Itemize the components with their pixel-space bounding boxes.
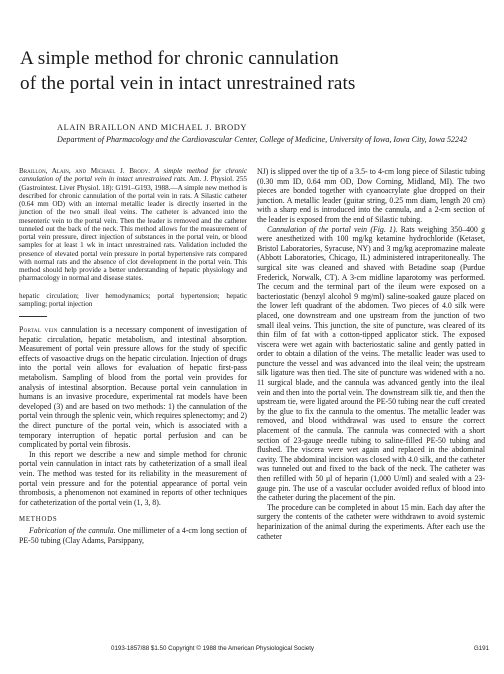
abstract-citation-title: A simple method for chronic cannulation of the portal vein in intact unrestrained rats. — [19, 167, 247, 184]
keywords: hepatic circulation; liver hemodynamics; portal hypertension; hepatic sampling; portal injection — [19, 291, 247, 308]
abstract — [19, 167, 247, 283]
abstract-text: Am. J. Physiol. 255 (Gastrointest. Liver Physiol. 18): G191–G193, 1988.—A simple new method is described for chronic cannulation of the portal vein in rats. A Silastic catheter (0.64 mm OD) with an internal metallic leader is directly inserted in the junction of the two small ileal veins. The catheter is advanced into the mesenteric vein to the portal vein. Then the leader is removed and the catheter tunneled out the back of the neck. This method allows for the measurement of portal vein pressure, direct injection of substances in the portal vein, or blood samples for at least 1 wk in intact unrestrained rats. Validation included the presence of elevated portal vein pressure in portal hypertensive rats compared with normal rats and the absence of clot development in the portal vein. This method should help provide a better understanding of hepatic physiology and pharmacology in normal and disease states. — [19, 175, 247, 283]
fabrication-paragraph-start — [19, 526, 247, 545]
methods-heading: METHODS — [19, 516, 58, 524]
title-line-2: of the portal vein in intact unrestrained rats — [20, 72, 356, 94]
section-divider — [19, 316, 47, 317]
fabrication-text-left: One millimeter of a 4-cm long section of PE-50 tubing (Clay Adams, Parsippany, — [19, 526, 247, 545]
cannulation-paragraph — [257, 225, 485, 503]
cannulation-heading: Cannulation of the portal vein (Fig. 1). — [267, 224, 398, 234]
page-number: G191 — [473, 645, 489, 652]
author-line: ALAIN BRAILLON AND MICHAEL J. BRODY — [57, 123, 248, 132]
abstract-citation-authors: Braillon, Alain, and Michael J. Brody. — [19, 167, 150, 175]
copyright-line: 0193-1857/88 $1.50 Copyright © 1988 the American Physiological Society — [111, 645, 315, 652]
article-title — [20, 47, 490, 96]
intro-lead-words: Portal vein — [19, 325, 58, 334]
right-column — [257, 167, 485, 541]
left-column — [19, 167, 247, 545]
title-line-1: A simple method for chronic cannulation — [20, 48, 339, 69]
affiliation: Department of Pharmacology and the Cardiovascular Center, College of Medicine, University of Iowa, Iowa City, Iowa 52242 — [57, 135, 468, 144]
cannulation-text: Rats weighing 350–400 g were anesthetized with 100 mg/kg ketamine hydrochloride (Ketaset, Bristol Laboratories, Syracuse, NY) and 3 mg/kg acepromazine maleate (Abbott Laboratories, Chicago, IL) administered intraperitoneally. The surgical site was cleaned and shaved with Betadine soap (Purdue Frederick, Norwalk, CT). A 3-cm midline laparotomy was performed. The cecum and the terminal part of the ileum were exposed on a bacteriostatic (benzyl alcohol 9 mg/ml) saline-soaked gauze placed on the lower left quadrant of the abdomen. Two pieces of 4.0 silk were placed, one downstream and one upstream from the junction of two small ileal veins. This junction, the site of puncture, was cleared of its thin film of fat with a cotton-tipped applicator stick. The exposed viscera were wet again with bacteriostatic saline and gently patted in order to obtain a dilation of the veins. The metallic leader was used to puncture the vessel and was advanced into the ileal vein; the upstream silk ligature was then tied. The site of puncture was widened with a no. 11 surgical blade, and the cannula was advanced gently into the ileal vein and then into the portal vein. The downstream silk tie, and then the upstream tie, were ligated around the PE-50 tubing near the cuff created by the glue to fix the cannula to the omentus. The metallic leader was removed, and blood withdrawal was used to ensure the correct placement of the cannula. The cannula was connected with a short section of 23-gauge needle tubing to saline-filled PE-50 tubing and flushed. The viscera were wet again and replaced in the abdominal cavity. The abdominal incision was closed with 4.0 silk, and the catheter was tunneled out and fixed to the back of the neck. The catheter was then refilled with 50 μl of heparin (1,000 U/ml) and sealed with a 23-gauge pin. The use of a vascular occluder avoided reflux of blood into the catheter during the placement of the pin. — [257, 224, 486, 503]
procedure-paragraph: The procedure can be completed in about 15 min. Each day after the surgery the contents of the catheter were withdrawn to avoid systemic heparinization of the animal during the experiments. After each use the catheter — [257, 502, 485, 541]
intro-paragraph-2: In this report we describe a new and simple method for chronic portal vein cannulation in intact rats by catheterization of a small ileal vein. The method was tested for its reliability in the measurement of portal vein pressure and for the potential appearance of portal vein thrombosis, a phenomenon not examined in reports of other techniques for catheterization of the portal vein (1, 3, 8). — [19, 449, 247, 507]
fabrication-heading: Fabrication of the cannula. — [29, 526, 116, 536]
fabrication-paragraph-cont: NJ) is slipped over the tip of a 3.5- to 4-cm long piece of Silastic tubing (0.30 mm ID, 0.64 mm OD, Dow Corning, Midland, MI). The two pieces are bonded together with cyanoacrylate glue dropped on their junction. A metallic leader (guitar string, 0.25 mm diam, length 20 cm) with a sharp end is introduced into the cannula, and a 2-cm section of the leader is exposed from the end of Silastic tubing. — [257, 167, 485, 224]
intro-paragraph-1 — [19, 325, 247, 450]
intro-p1-text: cannulation is a necessary component of investigation of hepatic circulation, hepatic metabolism, and intestinal absorption. Measurement of portal vein pressure allows for the study of specific effects of vasoactive drugs on the hepatic circulation. Injection of drugs into the portal vein allows for evaluation of hepatic first-pass metabolism. Sampling of blood from the portal vein provides for analysis of intestinal absorption. Because portal vein cannulation in humans is an invasive procedure, experimental rat models have been developed (3) and are based on two methods: 1) the cannulation of the portal vein through the splenic vein, which requires splenectomy; and 2) the direct puncture of the portal vein, which is associated with a temporary interruption of hepatic portal perfusion and can be complicated by portal vein fibrosis. — [19, 325, 247, 450]
